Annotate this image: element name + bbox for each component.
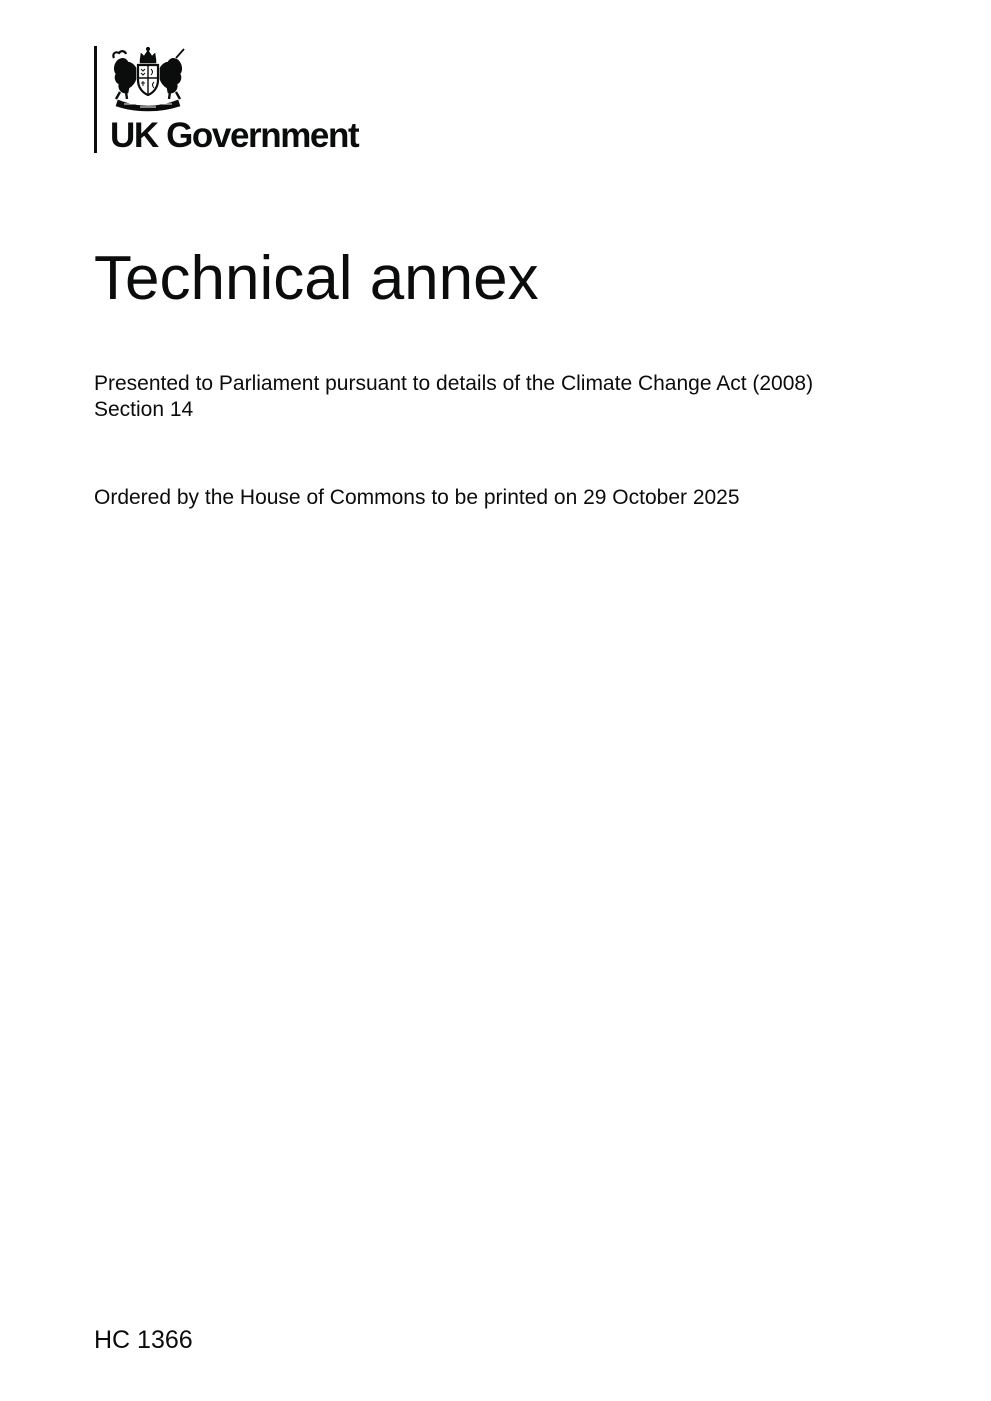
logo-wordmark: UK Government: [110, 116, 359, 155]
hc-number: HC 1366: [94, 1326, 193, 1354]
presented-line-1: Presented to Parliament pursuant to details of the Climate Change Act (2008): [94, 372, 814, 395]
presented-line-2: Section 14: [94, 398, 194, 421]
logo-divider: [94, 46, 97, 153]
ordered-statement: Ordered by the House of Commons to be printed on 29 October 2025: [94, 486, 740, 509]
document-title: Technical annex: [94, 244, 539, 313]
uk-government-logo: [94, 46, 394, 154]
presented-statement: [94, 371, 813, 423]
royal-coat-of-arms-icon: [110, 46, 186, 112]
